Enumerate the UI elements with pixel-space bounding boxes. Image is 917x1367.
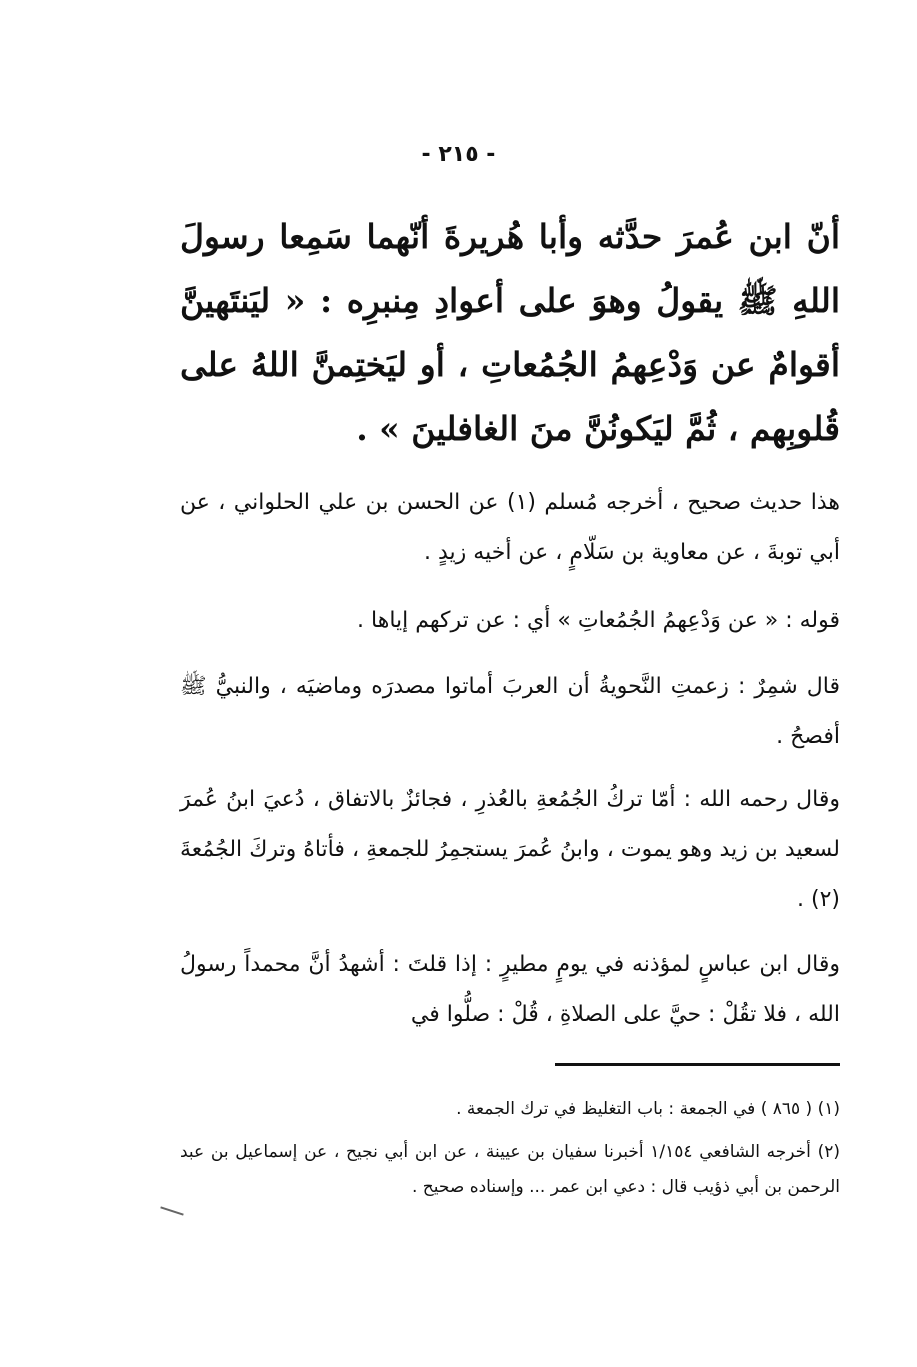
footnote-1: (١) ( ٨٦٥ ) في الجمعة : باب التغليظ في ترك الجمعة . — [456, 1099, 840, 1119]
hadith-text: أنّ ابن عُمرَ حدَّثه وأبا هُريرةَ أنّهما سَمِعا رسولَ اللهِ ﷺ يقولُ وهوَ على أعوادِ مِنبرِه : « ليَنتَهينَّ أقوامٌ عن وَدْعِهمُ الجُمُعاتِ ، أو ليَختِمنَّ اللهُ على قُلوبِهم ، ثُمَّ ليَكونُنَّ منَ الغافلينَ » . — [180, 217, 840, 448]
paragraph-4: وقال رحمه الله : أمّا تركُ الجُمُعةِ بالعُذرِ ، فجائزٌ بالاتفاق ، دُعيَ ابنُ عُمرَ لسعيد بن زيد وهو يموت ، وابنُ عُمرَ يستجمِرُ للجمعةِ ، فأتاهُ وتركَ الجُمُعةَ (٢) . — [180, 787, 840, 912]
footnote-2: (٢) أخرجه الشافعي ١/١٥٤ أخبرنا سفيان بن عيينة ، عن ابن أبي نجيح ، عن إسماعيل بن عبد الرحمن بن أبي ذؤيب قال : دعي ابن عمر ... وإسناده صحيح . — [180, 1142, 840, 1197]
footnote-divider — [555, 1063, 840, 1066]
paragraph-3: قال شمِرٌ : زعمتِ النَّحويةُ أن العربَ أماتوا مصدرَه وماضيَه ، والنبيُّ ﷺ أفصحُ . — [180, 674, 840, 749]
paragraph-5: وقال ابن عباسٍ لمؤذنه في يومٍ مطيرٍ : إذا قلتَ : أشهدُ أنَّ محمداً رسولُ الله ، فلا تقُلْ : حيَّ على الصلاةِ ، قُلْ : صلُّوا في — [180, 952, 840, 1027]
paragraph-1: هذا حديث صحيح ، أخرجه مُسلم (١) عن الحسن بن علي الحلواني ، عن أبي توبةَ ، عن معاوية بن سَلّامٍ ، عن أخيه زيدٍ . — [180, 490, 840, 565]
page-number: - ٢١٥ - — [421, 142, 496, 167]
paragraph-2: قوله : « عن وَدْعِهمُ الجُمُعاتِ » أي : عن تركهم إياها . — [357, 608, 840, 633]
footnotes — [180, 1092, 840, 1213]
